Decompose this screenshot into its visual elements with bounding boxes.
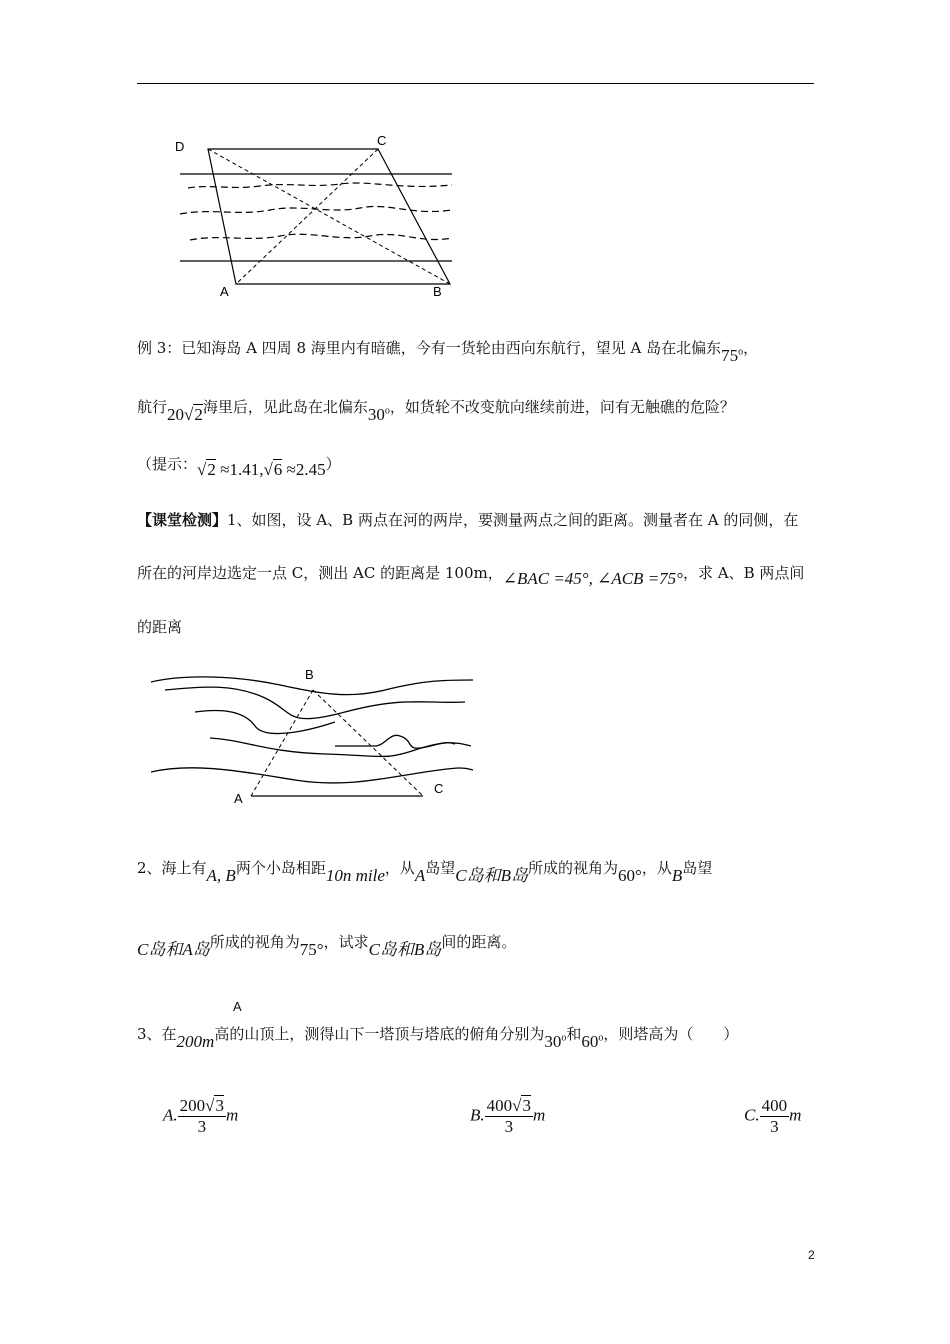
q3-option-c[interactable]: C. $\frac{400}{3}$ m <box>744 1096 802 1136</box>
label-d: D <box>175 139 185 154</box>
q3-option-b[interactable]: B. $\frac{400√3}{3}$ m <box>470 1096 546 1136</box>
label-c: C <box>434 781 444 796</box>
q2-line2: C岛和A岛所成的视角为75°，试求C岛和B岛间的距离。 <box>137 933 517 959</box>
figure-river-diagram <box>145 662 485 812</box>
label-a: A <box>220 284 229 299</box>
header-rule <box>137 83 814 84</box>
label-b: B <box>305 667 314 682</box>
example3-line1: 例 3：已知海岛 A 四周 8 海里内有暗礁，今有一货轮由西向东航行，望见 A 岛在北偏东75$^o$， <box>137 339 759 365</box>
label-c: C <box>377 133 387 148</box>
check-heading: 【课堂检测】 <box>137 511 228 529</box>
page-number: 2 <box>808 1248 815 1262</box>
q3-line1: 3、在200m高的山顶上，测得山下一塔顶与塔底的俯角分别为30$^o$和60$^o$，则塔高为（ ） <box>137 1025 739 1051</box>
check-line1: 【课堂检测】1、如图，设 A、B 两点在河的两岸，要测量两点之间的距离。测量者在 A 的同侧，在 <box>137 511 799 529</box>
example3-hint: （提示：√2 ≈1.41,√6 ≈2.45） <box>137 455 341 479</box>
example3-line2: 航行20√2海里后，见此岛在北偏东30$^o$，如货轮不改变航向继续前进，问有无触礁的危险？ <box>137 398 735 424</box>
q3-option-a[interactable]: A. $\frac{200√3}{3}$ m <box>163 1096 239 1136</box>
check-line2: 所在的河岸边选定一点 C，测出 AC 的距离是 100m，∠BAC =45°, ∠ACB =75°，求 A、B 两点间 <box>137 564 805 588</box>
label-b: B <box>433 284 442 299</box>
label-a: A <box>234 791 243 806</box>
check-line3: 的距离 <box>137 618 183 636</box>
q2-line1: 2、海上有A, B两个小岛相距10n mile，从A岛望C岛和B岛所成的视角为60°，从B岛望 <box>137 859 713 885</box>
stray-label-a: A <box>233 999 242 1014</box>
figure-parallelogram-diagram <box>170 130 470 300</box>
